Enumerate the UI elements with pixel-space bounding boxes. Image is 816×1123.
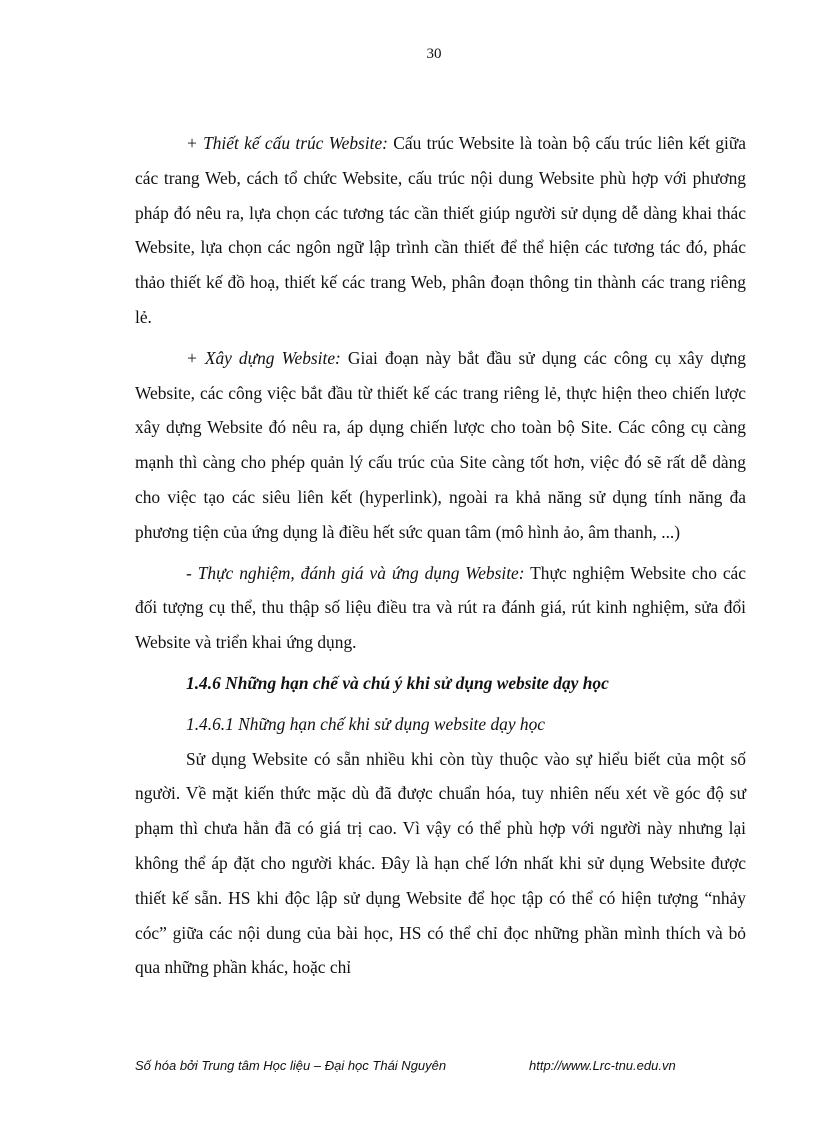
page-number: 30 [426,46,442,62]
paragraph-website-test [135,556,746,660]
subsection-heading: 1.4.6.1 Những hạn chế khi sử dụng website dạy học [186,713,546,734]
paragraph-lead: + Thiết kế cấu trúc Website: [186,133,388,153]
document-body [135,126,746,985]
paragraph-text: Cấu trúc Website là toàn bộ cấu trúc liên kết giữa các trang Web, cách tổ chức Website, cấu trúc nội dung Website phù hợp với phương pháp đó nêu ra, lựa chọn các tương tác cần thiết giúp người sử dụng dễ dàng khai thác Website, lựa chọn các ngôn ngữ lập trình cần thiết để thể hiện các tương tác đó, phác thảo thiết kế đồ hoạ, thiết kế các trang Web, phân đoạn thông tin thành các trang riêng lẻ. [135,133,746,327]
footer-url: http://www.Lrc-tnu.edu.vn [529,1058,676,1073]
footer-credit: Số hóa bởi Trung tâm Học liệu – Đại học Thái Nguyên [135,1058,447,1073]
section-heading: 1.4.6 Những hạn chế và chú ý khi sử dụng website dạy học [186,672,609,693]
paragraph-website-design [135,126,746,335]
paragraph-limitations: Sử dụng Website có sẵn nhiều khi còn tùy thuộc vào sự hiểu biết của một số người. Về mặt kiến thức mặc dù đã được chuẩn hóa, tuy nhiên nếu xét về góc độ sư phạm thì chưa hẳn đã có giá trị cao. Vì vậy có thể phù hợp với người này nhưng lại không thể áp đặt cho người khác. Đây là hạn chế lớn nhất khi sử dụng Website được thiết kế sẵn. HS khi độc lập sử dụng Website để học tập có thể có hiện tượng “nhảy cóc” giữa các nội dung của bài học, HS có thể chỉ đọc những phần mình thích và bỏ qua những phần khác, hoặc chỉ [135,748,746,978]
paragraph-lead: - Thực nghiệm, đánh giá và ứng dụng Website: [186,562,525,583]
paragraph-lead: + Xây dựng Website: [186,347,341,368]
paragraph-website-build [135,341,746,550]
paragraph-text: Thực nghiệm Website cho các đối tượng cụ thể, thu thập số liệu điều tra và rút ra đánh giá, rút kinh nghiệm, sửa đổi Website và triển khai ứng dụng. [135,562,746,653]
paragraph-text: Giai đoạn này bắt đầu sử dụng các công cụ xây dựng Website, các công việc bắt đầu từ thiết kế các trang riêng lẻ, thực hiện theo chiến lược xây dựng Website đó nêu ra, áp dụng chiến lược cho toàn bộ Site. Các công cụ càng mạnh thì càng cho phép quản lý cấu trúc của Site càng tốt hơn, việc đó sẽ rất dễ dàng cho việc tạo các siêu liên kết (hyperlink), ngoài ra khả năng sử dụng tính năng đa phương tiện của ứng dụng là điều hết sức quan tâm (mô hình ảo, âm thanh, ...) [135,347,746,542]
